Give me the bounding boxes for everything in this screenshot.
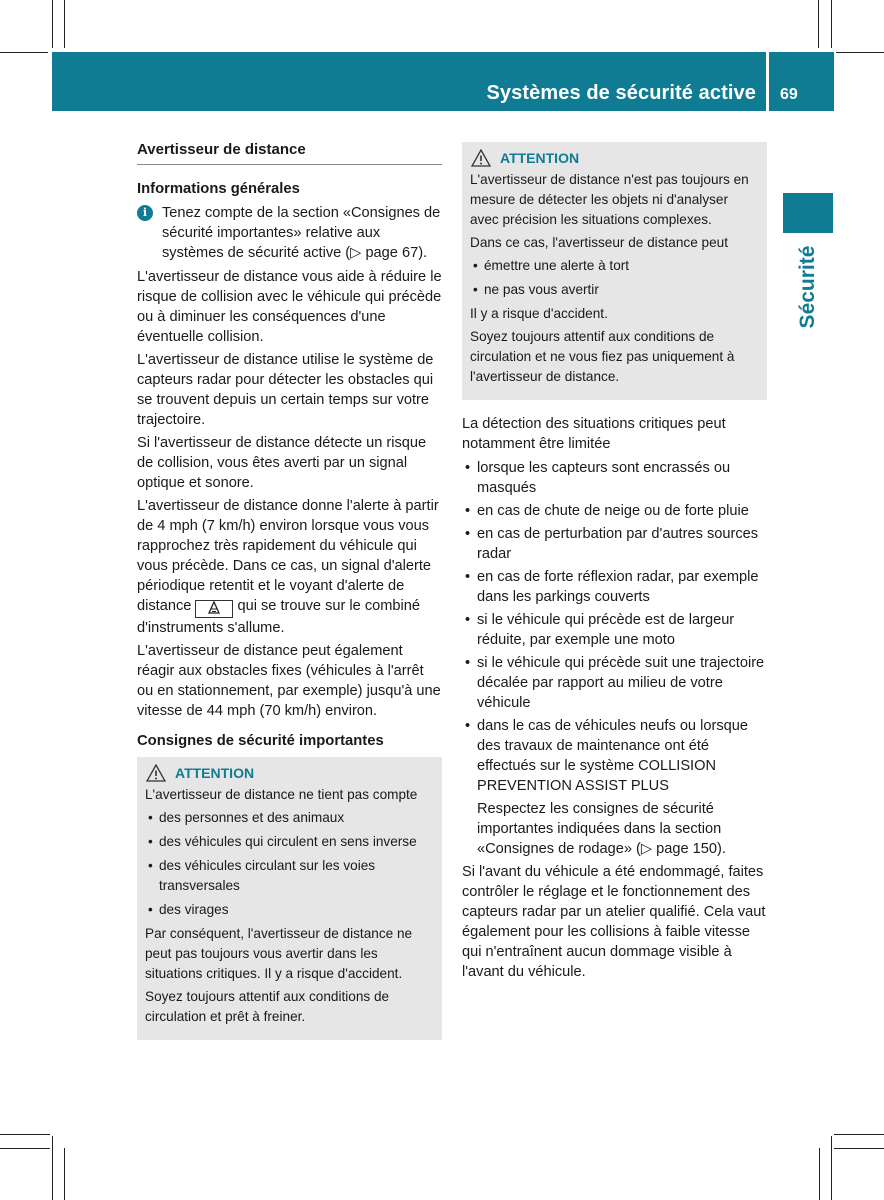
damage-paragraph: Si l'avant du véhicule a été endommagé, faites contrôler le réglage et le fonctionnement des capteurs radar par un atelier qualifié. Cela vaut également pour les collisions à faible vitesse qui n'entraînent aucun dommage visible à l'avant du véhicule. [462,864,766,980]
warning-triangle-icon [471,149,491,167]
attention-lead: Dans ce cas, l'avertisseur de distance peut [470,235,728,250]
limits-intro: La détection des situations critiques peut notamment être limitée [462,416,726,452]
attention-risk: Il y a risque d'accident. [470,306,608,321]
crop-mark [52,1136,53,1200]
warning-triangle-icon [146,764,166,782]
alert-paragraph [137,496,442,638]
crop-mark [834,1134,884,1135]
attention-heading [145,763,434,783]
attention-intro: L'avertisseur de distance n'est pas toujours en mesure de détecter les objets ni d'analyser avec précision les situations complexes. [470,172,749,227]
info-icon: i [137,205,153,221]
attention-title: ATTENTION [500,150,580,166]
attention-title: ATTENTION [175,765,255,781]
attention-intro: L'avertisseur de distance ne tient pas compte [145,787,418,802]
crop-mark [834,1148,884,1149]
crop-mark [0,1134,50,1135]
attention-list [145,808,434,920]
alert-paragraph-end: qui se trouve sur le combiné d'instruments s'allume. [137,598,420,636]
list-item-continuation: Respectez les consignes de sécurité importantes indiquées dans la section «Consignes de rodage» (▷ page 150). [477,801,726,857]
crop-mark [831,1136,832,1200]
info-note-text: Tenez compte de la section «Consignes de sécurité importantes» relative aux systèmes de sécurité active (▷ page 67). [162,205,441,261]
page-header [52,52,834,111]
attention-advice: Soyez toujours attentif aux conditions de circulation et prêt à freiner. [145,989,390,1024]
attention-list [470,256,759,300]
list-item: • des véhicules qui circulent en sens inverse [145,832,434,852]
crop-mark [836,52,884,53]
header-separator [766,52,769,111]
list-item: • des virages [145,900,434,920]
attention-box [462,142,767,400]
chapter-tab [783,193,833,233]
list-item: • des véhicules circulant sur les voies transversales [145,856,434,896]
list-item-text: dans le cas de véhicules neufs ou lorsque des travaux de maintenance ont été effectués sur le système COLLISION PREVENTION ASSIST PLUS [477,718,748,794]
attention-advice: Soyez toujours attentif aux conditions de circulation et ne vous fiez pas uniquement à l'avertisseur de distance. [470,329,735,384]
section-title: Avertisseur de distance [137,140,442,165]
limits-list [462,458,767,859]
paragraph: Si l'avertisseur de distance détecte un risque de collision, vous êtes averti par un signal optique et sonore. [137,435,427,491]
paragraph: L'avertisseur de distance vous aide à réduire le risque de collision avec le véhicule qui précède ou à diminuer les conséquences d'une éventuelle collision. [137,269,442,345]
attention-heading [470,148,759,168]
left-column [137,140,442,1040]
page-number: 69 [780,86,798,103]
crop-mark [819,1148,820,1200]
list-item: • émettre une alerte à tort [470,256,759,276]
crop-mark [831,0,832,48]
right-column [462,142,767,985]
crop-mark [0,1148,50,1149]
general-info-title: Informations générales [137,181,300,197]
list-item [462,716,767,859]
paragraph: L'avertisseur de distance utilise le système de capteurs radar pour détecter les obstacles qui se trouvent depuis un certain temps sur votre trajectoire. [137,352,434,428]
attention-consequence: Par conséquent, l'avertisseur de distance ne peut pas toujours vous avertir dans les situations critiques. Il y a risque d'accident. [145,926,413,981]
alert-paragraph-start: L'avertisseur de distance donne l'alerte à partir de 4 mph (7 km/h) environ lorsque vous vous rapprochez très rapidement du véhicule qui vous précède. Dans ce cas, un signal d'alerte périodique retentit et le voyant d'alerte de distance [137,498,439,614]
attention-box [137,757,442,1040]
crop-mark [52,0,53,48]
list-item: • en cas de perturbation par d'autres sources radar [462,524,767,564]
list-item: • si le véhicule qui précède est de largeur réduite, par exemple une moto [462,610,767,650]
crop-mark [818,0,819,48]
header-title: Systèmes de sécurité active [486,82,756,104]
info-note [137,203,442,263]
paragraph: L'avertisseur de distance peut également réagir aux obstacles fixes (véhicules à l'arrêt ou en stationnement, par exemple) jusqu'à une vitesse de 44 mph (70 km/h) environ. [137,643,441,719]
list-item: • en cas de chute de neige ou de forte pluie [462,501,767,521]
crop-mark [0,52,48,53]
safety-title: Consignes de sécurité importantes [137,733,384,749]
list-item: • si le véhicule qui précède suit une trajectoire décalée par rapport au milieu de votre véhicule [462,653,767,713]
distance-warning-lamp-icon [195,600,233,618]
crop-mark [64,1148,65,1200]
list-item: • ne pas vous avertir [470,280,759,300]
crop-mark [64,0,65,48]
list-item: • des personnes et des animaux [145,808,434,828]
list-item: • lorsque les capteurs sont encrassés ou masqués [462,458,767,498]
list-item: • en cas de forte réflexion radar, par exemple dans les parkings couverts [462,567,767,607]
chapter-label: Sécurité [796,245,819,329]
